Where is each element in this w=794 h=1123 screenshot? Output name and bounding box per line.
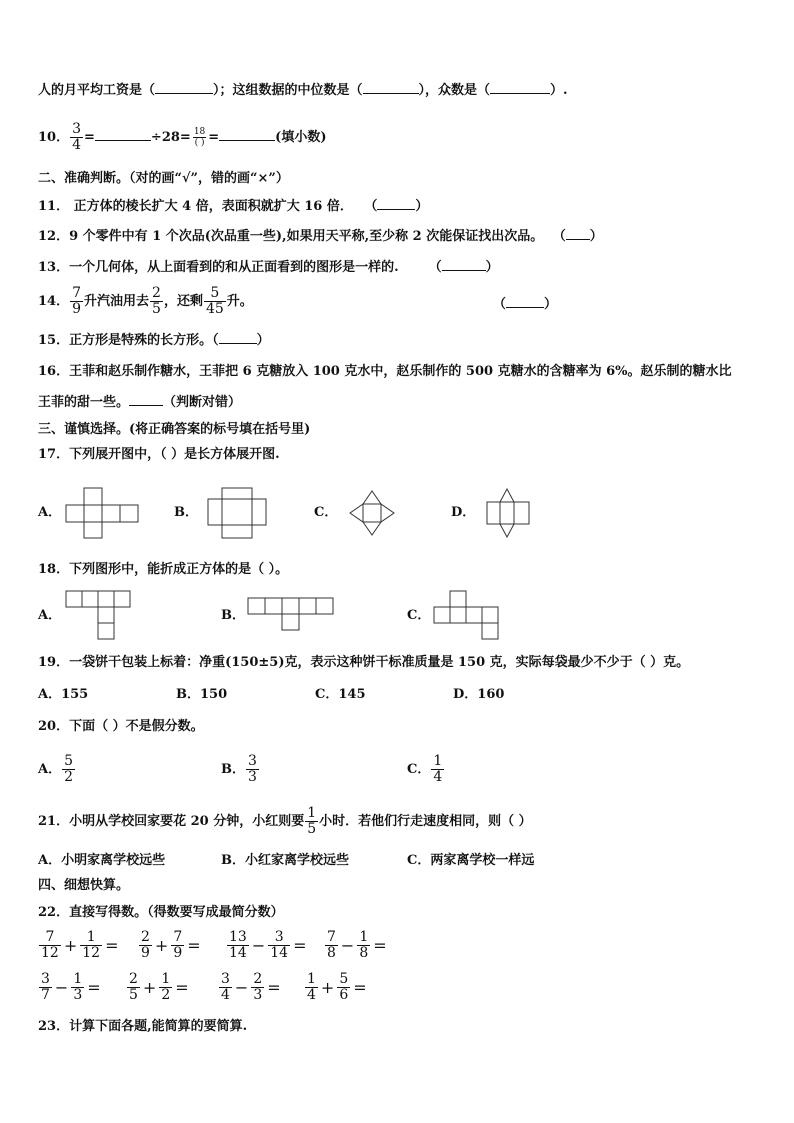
fraction: $\frac{1}{5}$: [307, 805, 317, 837]
fraction: $\frac{1}{4}$: [433, 753, 443, 785]
question-18: 18．下列图形中，能折成正方体的是（ ）。: [38, 562, 289, 577]
section-3-heading: 三、谨慎选择。(将正确答案的标号填在括号里): [38, 422, 311, 437]
question-23: 23．计算下面各题,能简算的要简算.: [38, 1019, 248, 1034]
fraction: $\frac{1}{3}$: [73, 971, 83, 1003]
answer-blank[interactable]: [442, 270, 486, 271]
option-b[interactable]: B．小红家离学校远些: [221, 853, 349, 868]
cube-net-c: [433, 590, 503, 642]
question-13: 13．一个几何体，从上面看到的和从正面看到的图形是一样的. （ ）: [38, 260, 499, 275]
fraction: $\frac{2}{5}$: [129, 971, 138, 1003]
fraction: $\frac{2}{9}$: [141, 929, 150, 961]
answer-blank[interactable]: [566, 239, 590, 240]
question-20: 20．下面（ ）不是假分数。: [38, 719, 204, 734]
question-12: 12．9 个零件中有 1 个次品(次品重一些),如果用天平称,至少称 2 次能保证找出次品。 （ ）: [38, 229, 603, 244]
question-14: 14． $\frac{7}{9}$ 升汽油用去 $\frac{2}{5}$ ，还剩 $\frac{5}{45}$ 升。: [38, 285, 253, 317]
question-22: 22．直接写得数。（得数要写成最简分数）: [38, 905, 284, 920]
fraction: $\frac{1}{4}$: [307, 971, 316, 1003]
fraction: $\frac{3}{4}$: [221, 971, 230, 1003]
calc-item: $\frac{2}{5}$ + $\frac{1}{2}$ =: [129, 971, 189, 1003]
option-b[interactable]: B．: [174, 505, 198, 520]
question-19: 19．一袋饼干包装上标着：净重(150±5)克，表示这种饼干标准质量是 150 克，实际每袋最少不少于（ ）克。: [38, 655, 690, 670]
fraction: $\frac{13}{14}$: [229, 929, 247, 961]
option-d[interactable]: D．: [451, 505, 476, 520]
calc-item: $\frac{7}{12}$ + $\frac{1}{12}$ =: [41, 929, 119, 961]
calc-item: $\frac{2}{9}$ + $\frac{7}{9}$ =: [141, 929, 201, 961]
fraction: $\frac{1}{2}$: [161, 971, 171, 1003]
fraction: $\frac{3}{7}$: [41, 971, 50, 1003]
answer-blank[interactable]: [219, 343, 257, 344]
fraction: $\frac{5}{6}$: [339, 971, 349, 1003]
option-c[interactable]: C．145: [315, 687, 366, 702]
wage-question-continuation: 人的月平均工资是（ ）；这组数据的中位数是（ ），众数是（ ）.: [38, 83, 568, 98]
net-figure-d: [486, 488, 532, 538]
question-21: 21．小明从学校回家要花 20 分钟，小红则要 $\frac{1}{5}$ 小时．若他们行走速度相同，则（ ）: [38, 805, 532, 837]
option-c[interactable]: C．: [314, 505, 338, 520]
option-b[interactable]: B．: [221, 608, 245, 623]
fraction: $\frac{5}{2}$: [64, 753, 74, 785]
answer-blank[interactable]: [506, 307, 544, 308]
question-17: 17．下列展开图中，（ ）是长方体展开图.: [38, 447, 280, 462]
option-a[interactable]: A．155: [38, 687, 89, 702]
fraction: $\frac{7}{9}$: [72, 285, 82, 317]
question-16-cont: 王菲的甜一些。 （判断对错）: [38, 395, 242, 410]
option-a[interactable]: A．小明家离学校远些: [38, 853, 166, 868]
net-figure-a: [65, 487, 139, 539]
fraction: $\frac{2}{5}$: [152, 285, 161, 317]
calc-item: $\frac{3}{4}$ − $\frac{2}{3}$ =: [221, 971, 281, 1003]
section-2-heading: 二、准确判断。（对的画“√”，错的画“×”）: [38, 171, 289, 186]
option-a[interactable]: A． $\frac{5}{2}$: [38, 753, 74, 785]
fraction: $\frac{2}{3}$: [253, 971, 263, 1003]
fraction: $\frac{3}{4}$: [72, 121, 82, 153]
fraction: $\frac{7}{12}$: [41, 929, 59, 961]
fraction: $\frac{7}{8}$: [327, 929, 336, 961]
net-figure-b: [207, 487, 267, 539]
option-c[interactable]: C． $\frac{1}{4}$: [407, 753, 443, 785]
option-a[interactable]: A．: [38, 608, 62, 623]
answer-blank[interactable]: [155, 93, 213, 94]
cube-net-b: [247, 597, 335, 633]
answer-blank[interactable]: [377, 209, 415, 210]
question-11: 11． 正方体的棱长扩大 4 倍，表面积就扩大 16 倍． （ ）: [38, 199, 429, 214]
fraction: $\frac{5}{45}$: [205, 285, 224, 317]
answer-blank[interactable]: [129, 405, 163, 406]
section-4-heading: 四、细想快算。: [38, 878, 130, 893]
option-a[interactable]: A．: [38, 505, 62, 520]
option-b[interactable]: B． $\frac{3}{3}$: [221, 753, 257, 785]
option-c[interactable]: C．: [407, 608, 431, 623]
answer-blank[interactable]: [95, 140, 151, 141]
question-10: 10． $\frac{3}{4}$ = ÷28= $\frac{18}{( )}$ = (填小数): [38, 121, 327, 153]
question-15: 15．正方形是特殊的长方形。（ ）: [38, 333, 270, 348]
calc-item: $\frac{7}{8}$ − $\frac{1}{8}$ =: [327, 929, 387, 961]
answer-blank[interactable]: [363, 93, 419, 94]
fraction: $\frac{7}{9}$: [173, 929, 183, 961]
question-16: 16．王菲和赵乐制作糖水，王菲把 6 克糖放入 100 克水中，赵乐制作的 500 克糖水的含糖率为 6%。赵乐制的糖水比: [38, 364, 732, 379]
option-c[interactable]: C．两家离学校一样远: [407, 853, 535, 868]
fraction: $\frac{1}{12}$: [82, 929, 101, 961]
calc-item: $\frac{3}{7}$ − $\frac{1}{3}$ =: [41, 971, 101, 1003]
cube-net-a: [65, 590, 135, 642]
question-14-bracket: （ ）: [493, 297, 558, 312]
net-figure-c: [349, 490, 395, 536]
answer-blank[interactable]: [490, 93, 550, 94]
answer-blank[interactable]: [219, 140, 275, 141]
calc-item: $\frac{13}{14}$ − $\frac{3}{14}$ =: [229, 929, 307, 961]
option-b[interactable]: B．150: [176, 687, 228, 702]
fraction: $\frac{1}{8}$: [359, 929, 369, 961]
fraction: $\frac{3}{3}$: [248, 753, 257, 785]
calc-item: $\frac{1}{4}$ + $\frac{5}{6}$ =: [307, 971, 367, 1003]
option-d[interactable]: D．160: [453, 687, 505, 702]
fraction: $\frac{3}{14}$: [270, 929, 289, 961]
fraction: $\frac{18}{( )}$: [193, 127, 206, 148]
